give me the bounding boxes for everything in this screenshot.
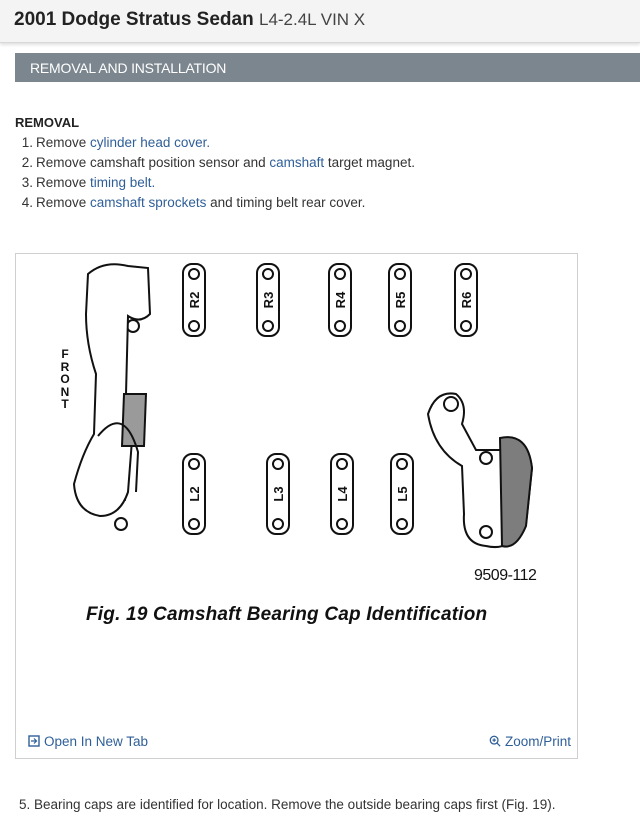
figure-panel — [15, 253, 578, 759]
bearing-cap-r6-label: R6 — [459, 291, 474, 309]
removal-steps — [15, 133, 415, 213]
zoom-print-link[interactable] — [489, 734, 571, 749]
step-item: 1. Remove cylinder head cover. — [21, 135, 211, 150]
external-tab-icon — [28, 735, 40, 747]
bearing-cap-l3 — [267, 454, 289, 534]
bearing-cap-l5 — [391, 454, 413, 534]
front-label: F R O N T — [60, 347, 70, 411]
section-title: REMOVAL AND INSTALLATION — [30, 60, 227, 76]
figure-number: 9509-112 — [474, 567, 537, 584]
step-5-text: 5. Bearing caps are identified for location. Remove the outside bearing caps first (Fig. 19). — [19, 797, 556, 812]
top-header — [0, 0, 640, 43]
bearing-cap-r3 — [257, 264, 279, 336]
front-cap-arm — [74, 264, 150, 516]
bearing-cap-r3-label: R3 — [261, 291, 276, 309]
link-camshaft[interactable]: camshaft — [269, 155, 325, 170]
bearing-cap-r2 — [183, 264, 205, 336]
rear-cap-arm — [428, 393, 532, 547]
link-cylinder-head-cover[interactable]: cylinder head cover. — [90, 135, 211, 150]
open-in-new-tab-link[interactable] — [28, 734, 148, 749]
removal-heading: REMOVAL — [15, 115, 80, 130]
step-item: 4. Remove camshaft sprockets and timing belt rear cover. — [21, 195, 366, 210]
bearing-cap-l3-label: L3 — [271, 486, 286, 502]
bearing-cap-diagram — [16, 254, 577, 724]
engine-spec: L4-2.4L VIN X — [258, 10, 366, 29]
figure-caption: Fig. 19 Camshaft Bearing Cap Identification — [86, 604, 488, 625]
bearing-cap-l4-label: L4 — [335, 486, 350, 502]
bearing-cap-l5-label: L5 — [395, 486, 410, 502]
bearing-cap-r4 — [329, 264, 351, 336]
section-header — [15, 53, 640, 82]
link-timing-belt[interactable]: timing belt. — [90, 175, 156, 190]
page-title — [14, 9, 365, 31]
bearing-cap-l4 — [331, 454, 353, 534]
open-in-new-tab-label: Open In New Tab — [44, 734, 149, 749]
magnifier-plus-icon — [489, 735, 501, 747]
bearing-cap-l2-label: L2 — [187, 486, 202, 502]
bearing-cap-r4-label: R4 — [333, 291, 348, 309]
zoom-print-label: Zoom/Print — [504, 734, 571, 749]
bearing-cap-r5-label: R5 — [393, 291, 408, 309]
step-item: 3. Remove timing belt. — [21, 175, 156, 190]
bearing-cap-r2-label: R2 — [187, 291, 202, 309]
bearing-cap-r6 — [455, 264, 477, 336]
bearing-cap-r5 — [389, 264, 411, 336]
bearing-cap-l2 — [183, 454, 205, 534]
link-camshaft-sprockets[interactable]: camshaft sprockets — [90, 195, 207, 210]
step-item: 2. Remove camshaft position sensor and camshaft target magnet. — [21, 155, 415, 170]
vehicle-name: 2001 Dodge Stratus Sedan — [14, 9, 254, 30]
